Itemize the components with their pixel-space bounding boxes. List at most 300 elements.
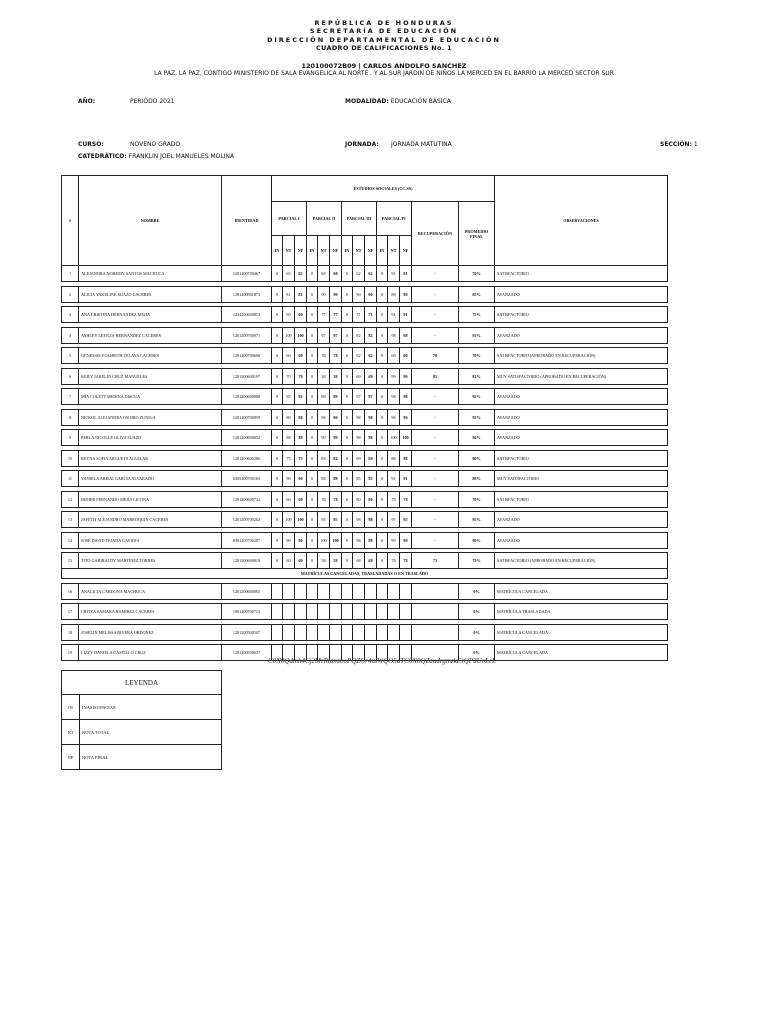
grade-cell: 0 xyxy=(342,512,353,528)
header-line-republica: REPÚBLICA DE HONDURAS xyxy=(314,19,454,27)
promedio-cell: 92% xyxy=(459,389,495,405)
observacion-cell: SATISFACTORIO (APROBADO EN RECUPERACIÓN) xyxy=(495,553,668,569)
table-row-cancelled xyxy=(62,604,680,620)
table-row xyxy=(62,471,680,487)
grade-cell: 0 xyxy=(342,491,353,507)
grade-cell: 81 xyxy=(295,286,307,302)
grade-cell: 96 xyxy=(330,409,342,425)
grade-cell-empty xyxy=(353,583,365,599)
observacion-cell: SATISFACTORIO xyxy=(495,491,668,507)
grade-cell: 0 xyxy=(307,491,318,507)
row-number: 19 xyxy=(62,645,79,661)
grade-cell: 0 xyxy=(272,512,283,528)
grade-cell-empty xyxy=(365,604,377,620)
grade-cell: 99 xyxy=(388,368,400,384)
grade-cell-empty xyxy=(388,604,400,620)
grade-cell: 0 xyxy=(342,409,353,425)
extra-column-cell xyxy=(668,583,680,599)
grade-cell: 0 xyxy=(377,368,388,384)
grade-cell: 91 xyxy=(400,307,412,323)
grade-cell: 91 xyxy=(388,471,400,487)
promedio-cell: 95% xyxy=(459,512,495,528)
recuperacion-cell: - xyxy=(412,286,459,302)
grade-cell: 0 xyxy=(377,286,388,302)
student-id: 1201200501873 xyxy=(222,286,272,302)
grade-cell-empty xyxy=(272,604,283,620)
grade-cell: 98 xyxy=(365,409,377,425)
grade-cell: 90 xyxy=(318,286,330,302)
grade-cell-empty xyxy=(400,624,412,640)
legend-key-nf: NF xyxy=(62,745,80,770)
student-name: JAFETH ALEJANDRO MARROQUIN CACERES xyxy=(79,512,222,528)
grade-cell: 100 xyxy=(283,512,295,528)
extra-column-cell xyxy=(668,327,680,343)
grade-cell: 69 xyxy=(353,368,365,384)
sub-header-p4-nt: NT xyxy=(388,236,400,266)
recuperacion-cell: - xyxy=(412,307,459,323)
promedio-cell: 0% xyxy=(459,583,495,599)
grade-cell: 0 xyxy=(307,409,318,425)
header-line-cuadro: CUADRO DE CALIFICACIONES No. 1 xyxy=(316,44,452,53)
grade-cell: 68 xyxy=(353,553,365,569)
grade-cell: 96 xyxy=(318,409,330,425)
grade-cell: 100 xyxy=(318,532,330,548)
grade-cell: 0 xyxy=(307,286,318,302)
grade-cell: 98 xyxy=(353,532,365,548)
grade-cell: 98 xyxy=(365,430,377,446)
grade-cell: 0 xyxy=(307,471,318,487)
grade-cell-empty xyxy=(307,583,318,599)
extra-column-cell xyxy=(668,471,680,487)
grade-cell: 99 xyxy=(388,532,400,548)
grade-cell: 91 xyxy=(400,471,412,487)
grade-cell: 0 xyxy=(272,266,283,282)
grade-cell: 78 xyxy=(330,491,342,507)
table-row xyxy=(62,491,680,507)
legend-table xyxy=(61,670,222,770)
grade-cell: 0 xyxy=(272,286,283,302)
grade-cell: 0 xyxy=(307,450,318,466)
grade-cell: 85 xyxy=(365,471,377,487)
grade-cell: 68 xyxy=(365,553,377,569)
grade-cell-empty xyxy=(342,583,353,599)
header-line-direccion: DIRECCIÓN DEPARTAMENTAL DE EDUCACIÓN xyxy=(266,35,502,44)
row-number: 14 xyxy=(62,532,79,548)
grade-cell: 96 xyxy=(400,409,412,425)
grade-cell: 38 xyxy=(318,368,330,384)
grade-cell: 60 xyxy=(388,348,400,364)
info-jornada xyxy=(345,141,452,148)
grade-cell: 78 xyxy=(318,491,330,507)
grade-cell: 0 xyxy=(342,348,353,364)
extra-column-cell xyxy=(668,569,680,579)
observacion-cell: AVANZADO xyxy=(495,389,668,405)
extra-column-cell xyxy=(668,389,680,405)
grade-cell: 78 xyxy=(388,553,400,569)
extra-column-cell xyxy=(668,532,680,548)
recuperacion-cell: 73 xyxy=(412,553,459,569)
grade-cell-empty xyxy=(365,583,377,599)
grade-cell: 0 xyxy=(377,348,388,364)
student-name: JOSE DAVID TEJADA GAVIDIA xyxy=(79,532,222,548)
grade-cell: 97 xyxy=(318,327,330,343)
student-id: 1201200700606 xyxy=(222,348,272,364)
row-number: 1 xyxy=(62,266,79,282)
grade-cell: 0 xyxy=(377,512,388,528)
promedio-cell: 73% xyxy=(459,553,495,569)
seccion-value: 1 xyxy=(693,141,698,148)
student-id: 1201200600197 xyxy=(222,368,272,384)
grade-cell: 77 xyxy=(318,307,330,323)
grade-cell: 91 xyxy=(388,307,400,323)
promedio-cell: 70% xyxy=(459,348,495,364)
col-obs-header: OBSERVACIONES xyxy=(495,176,668,266)
student-id: 1801200700713 xyxy=(222,604,272,620)
table-row xyxy=(62,532,680,548)
grade-cell: 88 xyxy=(283,430,295,446)
promedio-cell: 0% xyxy=(459,604,495,620)
student-name: ALEJANDRA NOHEMY SANTOS MACHUCA xyxy=(79,266,222,282)
student-name: MIA COLETT MEDINA DISCUA xyxy=(79,389,222,405)
sub-header-p1-nf: NF xyxy=(295,236,307,266)
student-id: 1201200500507 xyxy=(222,624,272,640)
recuperacion-cell: 70 xyxy=(412,348,459,364)
grade-cell: 92 xyxy=(283,389,295,405)
grade-cell: 100 xyxy=(388,430,400,446)
grade-cell: 99 xyxy=(400,368,412,384)
observacion-cell: SATISFACTORIO (APROBADO EN RECUPERACIÓN) xyxy=(495,348,668,364)
grade-cell-empty xyxy=(272,583,283,599)
grade-cell-empty xyxy=(272,624,283,640)
sub-header-p1-in: IN xyxy=(272,236,283,266)
row-number: 13 xyxy=(62,512,79,528)
grade-cell-empty xyxy=(295,604,307,620)
student-id: 1201200700859 xyxy=(222,409,272,425)
promedio-cell: 0% xyxy=(459,645,495,661)
extra-column-cell xyxy=(668,624,680,640)
recuperacion-header: RECUPERACIÓN xyxy=(412,202,459,266)
student-name: ANALICIA CARDONA MACHUCA xyxy=(79,583,222,599)
grade-cell: 62 xyxy=(353,266,365,282)
grade-cell-empty xyxy=(353,624,365,640)
anio-label: AÑO: xyxy=(78,98,96,105)
student-name: ALICIA YAKELINE SUAZO CACERES xyxy=(79,286,222,302)
grade-cell: 90 xyxy=(283,532,295,548)
col-name-header: NOMBRE xyxy=(79,176,222,266)
grade-cell: 0 xyxy=(377,266,388,282)
grade-cell: 60 xyxy=(295,491,307,507)
row-number: 15 xyxy=(62,553,79,569)
grade-cell: 89 xyxy=(400,286,412,302)
table-row xyxy=(62,409,680,425)
grade-cell: 90 xyxy=(295,532,307,548)
promedio-cell: 70% xyxy=(459,266,495,282)
grade-cell: 91 xyxy=(400,266,412,282)
student-name: ANA CRISTINA HERNANDEZ MEJIA xyxy=(79,307,222,323)
observacion-cell: AVANZADO xyxy=(495,286,668,302)
grade-cell-empty xyxy=(342,624,353,640)
grade-cell-empty xyxy=(365,624,377,640)
extra-column-cell xyxy=(668,266,680,282)
catedratico-value: FRANKLIN JOEL MANUELES MOLINA xyxy=(128,153,235,160)
grade-cell: 60 xyxy=(295,307,307,323)
observacion-cell: MATRÍCULA CANCELADA xyxy=(495,624,668,640)
promedio-cell: 99% xyxy=(459,532,495,548)
recuperacion-cell: - xyxy=(412,389,459,405)
grade-cell: 98 xyxy=(400,389,412,405)
observacion-cell: AVANZADO xyxy=(495,327,668,343)
subject-header: ESTUDIOS SOCIALES (CC.SS) xyxy=(272,176,495,202)
grade-cell: 0 xyxy=(272,307,283,323)
row-number: 12 xyxy=(62,491,79,507)
grade-cell: 71 xyxy=(365,307,377,323)
grade-cell: 60 xyxy=(283,553,295,569)
grade-cell: 97 xyxy=(365,389,377,405)
observacion-cell: AVANZADO xyxy=(495,430,668,446)
promedio-cell: 70% xyxy=(459,491,495,507)
grade-cell: 98 xyxy=(388,389,400,405)
grade-cell-empty xyxy=(388,624,400,640)
grade-cell: 90 xyxy=(353,286,365,302)
recuperacion-cell: - xyxy=(412,471,459,487)
grade-cell: 0 xyxy=(307,389,318,405)
grade-cell: 0 xyxy=(377,553,388,569)
observacion-cell: MUY SATISFACTORIO (APROBADO EN RECUPERACIÓN) xyxy=(495,368,668,384)
row-number: 17 xyxy=(62,604,79,620)
grade-cell: 60 xyxy=(283,348,295,364)
grade-cell-empty xyxy=(283,624,295,640)
table-row xyxy=(62,430,680,446)
grade-cell: 0 xyxy=(342,553,353,569)
grade-cell: 0 xyxy=(307,266,318,282)
school-code: 120100072B09 | CARLOS ANDOLFO SANCHEZ xyxy=(301,61,467,70)
observacion-cell: SATISFACTORIO xyxy=(495,307,668,323)
sub-header-p4-nf: NF xyxy=(400,236,412,266)
parcial-2-header: PARCIAL II xyxy=(307,202,342,236)
modalidad-value: EDUCACIÓN BÁSICA xyxy=(390,98,451,105)
grade-cell: 0 xyxy=(272,430,283,446)
extra-column-cell xyxy=(668,307,680,323)
legend-key-nt: NT xyxy=(62,720,80,745)
grade-cell: 78 xyxy=(388,491,400,507)
grade-cell: 0 xyxy=(272,553,283,569)
grade-cell: 99 xyxy=(330,430,342,446)
observacion-cell: MATRÍCULA CANCELADA xyxy=(495,583,668,599)
sub-header-p3-nf: NF xyxy=(365,236,377,266)
row-number: 6 xyxy=(62,368,79,384)
student-name: NICKOL ALEJANDRA OSORIO ZUNIGA xyxy=(79,409,222,425)
grade-cell: 60 xyxy=(295,348,307,364)
curso-value: NOVENO GRADO xyxy=(130,141,181,148)
student-id: 1201200600865 xyxy=(222,583,272,599)
grade-cell-empty xyxy=(353,604,365,620)
grade-cell: 84 xyxy=(318,450,330,466)
student-name: TITO GARIBALDY MARTINEZ TORRES xyxy=(79,553,222,569)
recuperacion-cell: - xyxy=(412,450,459,466)
grade-cell: 88 xyxy=(295,430,307,446)
student-name: YANIELA ARISAI GARCIA ALVARADO xyxy=(79,471,222,487)
col-number-header: # xyxy=(62,176,79,266)
grade-cell-empty xyxy=(318,583,330,599)
student-id: 1201200600819 xyxy=(222,553,272,569)
student-name: CRITZA SAMARA RAMIREZ CACERES xyxy=(79,604,222,620)
grade-cell: 0 xyxy=(377,532,388,548)
grade-cell: 78 xyxy=(400,491,412,507)
grade-cell-empty xyxy=(330,583,342,599)
grade-cell: 0 xyxy=(272,491,283,507)
grade-cell-empty xyxy=(342,604,353,620)
grade-cell: 70 xyxy=(295,368,307,384)
promedio-cell: 81% xyxy=(459,368,495,384)
recuperacion-cell: - xyxy=(412,512,459,528)
row-number: 5 xyxy=(62,348,79,364)
grade-cell: 0 xyxy=(377,450,388,466)
grades-table xyxy=(61,175,680,661)
student-id: 0301200700207 xyxy=(222,532,272,548)
grade-cell-empty xyxy=(377,624,388,640)
row-number: 16 xyxy=(62,583,79,599)
grade-cell-empty xyxy=(388,583,400,599)
document-header xyxy=(0,19,768,78)
observacion-cell: AVANZADO xyxy=(495,409,668,425)
row-number: 9 xyxy=(62,430,79,446)
grade-cell: 75 xyxy=(283,450,295,466)
grade-cell: 95 xyxy=(388,512,400,528)
table-row xyxy=(62,327,680,343)
row-number: 18 xyxy=(62,624,79,640)
grade-cell-empty xyxy=(318,624,330,640)
grade-cell: 98 xyxy=(353,430,365,446)
grade-cell: 68 xyxy=(318,266,330,282)
grade-cell: 90 xyxy=(330,286,342,302)
student-id: 1201200500637 xyxy=(222,645,272,661)
observacion-cell: AVANZADO xyxy=(495,512,668,528)
grade-cell: 0 xyxy=(272,368,283,384)
row-number: 3 xyxy=(62,307,79,323)
table-row xyxy=(62,307,680,323)
promedio-cell: 94% xyxy=(459,430,495,446)
extra-column-cell xyxy=(668,348,680,364)
grade-cell: 97 xyxy=(353,389,365,405)
extra-column-cell xyxy=(668,512,680,528)
grade-cell: 80 xyxy=(295,409,307,425)
cancelled-section-title: MATRÍCULAS CANCELADAS, TRASLADADAS O EN TRASLADO xyxy=(62,569,668,579)
grade-cell: 0 xyxy=(272,409,283,425)
info-seccion xyxy=(660,141,698,148)
recuperacion-cell: - xyxy=(412,430,459,446)
promedio-cell: 93% xyxy=(459,327,495,343)
grade-cell: 71 xyxy=(353,307,365,323)
recuperacion-cell: - xyxy=(412,532,459,548)
row-number: 2 xyxy=(62,286,79,302)
grade-cell: 98 xyxy=(353,409,365,425)
table-row-cancelled xyxy=(62,583,680,599)
table-row xyxy=(62,286,680,302)
grade-cell-empty xyxy=(307,604,318,620)
legend-value-nt: NOTA TOTAL xyxy=(80,720,222,745)
grade-cell: 0 xyxy=(342,266,353,282)
grade-cell: 0 xyxy=(342,389,353,405)
observacion-cell: SATISFACTORIO xyxy=(495,450,668,466)
grade-cell-empty xyxy=(377,583,388,599)
extra-column-cell xyxy=(668,409,680,425)
table-row xyxy=(62,450,680,466)
student-id: 1201200600732 xyxy=(222,491,272,507)
recuperacion-cell: - xyxy=(412,409,459,425)
table-row-cancelled xyxy=(62,624,680,640)
parcial-1-header: PARCIAL I xyxy=(272,202,307,236)
grade-cell: 82 xyxy=(353,327,365,343)
recuperacion-cell: - xyxy=(412,266,459,282)
grade-cell: 0 xyxy=(307,348,318,364)
extra-column-cell xyxy=(668,491,680,507)
anio-value: PERIODO 2021 xyxy=(130,98,175,105)
grade-cell: 88 xyxy=(318,471,330,487)
jornada-value: JORNADA MATUTINA xyxy=(391,141,452,148)
grade-cell: 62 xyxy=(365,348,377,364)
grade-cell-empty xyxy=(295,583,307,599)
grade-cell: 0 xyxy=(377,430,388,446)
header-line-secretaria: SECRETARÍA DE EDUCACIÓN xyxy=(309,27,459,36)
grade-cell: 68 xyxy=(330,266,342,282)
grade-cell: 69 xyxy=(365,368,377,384)
recuperacion-cell: - xyxy=(412,491,459,507)
grade-cell: 0 xyxy=(272,532,283,548)
grade-cell: 0 xyxy=(342,307,353,323)
grade-cell: 62 xyxy=(365,266,377,282)
legend-title: LEYENDA xyxy=(62,671,222,695)
table-row xyxy=(62,266,680,282)
grade-cell-empty xyxy=(318,604,330,620)
parcial-3-header: PARCIAL III xyxy=(342,202,377,236)
grade-cell: 100 xyxy=(283,327,295,343)
promedio-cell: 89% xyxy=(459,471,495,487)
grade-cell: 0 xyxy=(307,327,318,343)
grade-cell: 98 xyxy=(353,512,365,528)
grade-cell: 89 xyxy=(388,286,400,302)
recuperacion-cell: 81 xyxy=(412,368,459,384)
row-number: 11 xyxy=(62,471,79,487)
extra-column-cell xyxy=(668,430,680,446)
grade-cell: 0 xyxy=(342,430,353,446)
info-catedratico xyxy=(78,153,234,160)
grade-cell: 0 xyxy=(377,409,388,425)
grade-cell: 60 xyxy=(400,348,412,364)
grade-cell: 69 xyxy=(353,450,365,466)
grade-cell: 96 xyxy=(388,409,400,425)
grade-cell: 100 xyxy=(295,327,307,343)
student-id: 1201200700467 xyxy=(222,266,272,282)
extra-column-cell xyxy=(668,286,680,302)
sub-header-p4-in: IN xyxy=(377,236,388,266)
grade-cell: 95 xyxy=(318,512,330,528)
grade-cell: 100 xyxy=(400,430,412,446)
grade-cell-empty xyxy=(295,624,307,640)
grade-cell: 77 xyxy=(330,307,342,323)
grade-cell: 0 xyxy=(342,532,353,548)
grade-cell: 70 xyxy=(283,368,295,384)
recuperacion-cell: - xyxy=(412,327,459,343)
grade-cell: 90 xyxy=(295,471,307,487)
grade-cell: 69 xyxy=(365,450,377,466)
promedio-cell: 80% xyxy=(459,450,495,466)
grade-cell: 89 xyxy=(318,389,330,405)
student-name: REYNA SOFIA ARGUETA AGUILAR xyxy=(79,450,222,466)
info-curso xyxy=(78,141,181,148)
table-row xyxy=(62,348,680,364)
grade-cell: 90 xyxy=(365,286,377,302)
catedratico-label: CATEDRÁTICO: xyxy=(78,153,127,160)
